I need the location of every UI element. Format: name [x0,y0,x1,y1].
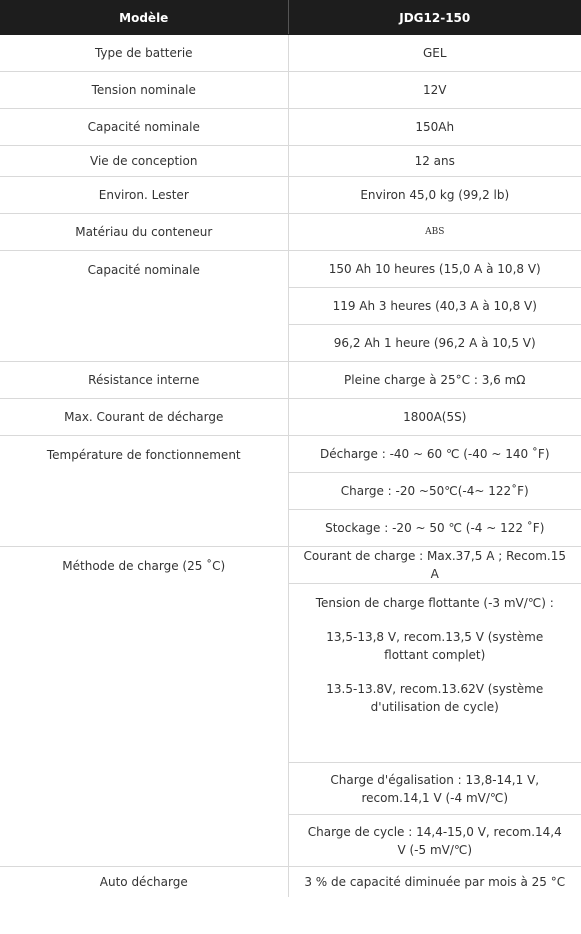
row-label: Résistance interne [0,362,288,399]
row-label: Max. Courant de décharge [0,399,288,436]
table-row [0,436,581,473]
row-label: Capacité nominale [0,109,288,146]
row-label: Type de batterie [0,35,288,72]
table-row [0,547,581,584]
row-value: Charge : -20 ~50℃(-4~ 122˚F) [288,473,581,510]
row-value: 119 Ah 3 heures (40,3 A à 10,8 V) [288,288,581,325]
float-charge-line: 13.5-13.8V, recom.13.62V (système d'utilisation de cycle) [326,682,544,714]
row-value: 1800A(5S) [288,399,581,436]
row-value: Charge de cycle : 14,4-15,0 V, recom.14,4 V (-5 mV/℃) [288,815,581,867]
table-row [0,867,581,897]
row-label: Méthode de charge (25 ˚C) [0,547,288,867]
table-row [0,72,581,109]
row-label: Matériau du conteneur [0,214,288,251]
table-row [0,251,581,288]
row-value: Environ 45,0 kg (99,2 lb) [288,177,581,214]
row-value: 150Ah [288,109,581,146]
row-label: Capacité nominale [0,251,288,362]
table-row [0,362,581,399]
table-row [0,109,581,146]
header-model-value: JDG12-150 [288,1,581,35]
table-row [0,35,581,72]
row-value: Pleine charge à 25°C : 3,6 mΩ [288,362,581,399]
table-row [0,146,581,177]
float-charge-cell [288,584,581,763]
table-row [0,214,581,251]
table-header-row [0,1,581,35]
row-value: 150 Ah 10 heures (15,0 A à 10,8 V) [288,251,581,288]
table-row [0,399,581,436]
row-value: 96,2 Ah 1 heure (96,2 A à 10,5 V) [288,325,581,362]
row-value: Charge d'égalisation : 13,8-14,1 V, recom.14,1 V (-4 mV/℃) [288,763,581,815]
row-value: Décharge : -40 ~ 60 ℃ (-40 ~ 140 ˚F) [288,436,581,473]
table-row [0,177,581,214]
row-value: ABS [288,214,581,251]
row-value: Courant de charge : Max.37,5 A ; Recom.15 A [288,547,581,584]
row-label: Vie de conception [0,146,288,177]
float-charge-line: 13,5-13,8 V, recom.13,5 V (système flottant complet) [326,630,544,662]
row-label: Environ. Lester [0,177,288,214]
float-charge-title: Tension de charge flottante (-3 mV/℃) : [315,596,554,610]
row-label: Température de fonctionnement [0,436,288,547]
row-value: 3 % de capacité diminuée par mois à 25 °C [288,867,581,897]
row-label: Tension nominale [0,72,288,109]
row-value: 12V [288,72,581,109]
row-label: Auto décharge [0,867,288,897]
row-value: Stockage : -20 ~ 50 ℃ (-4 ~ 122 ˚F) [288,510,581,547]
row-value: GEL [288,35,581,72]
row-value: 12 ans [288,146,581,177]
header-model-label: Modèle [0,1,288,35]
